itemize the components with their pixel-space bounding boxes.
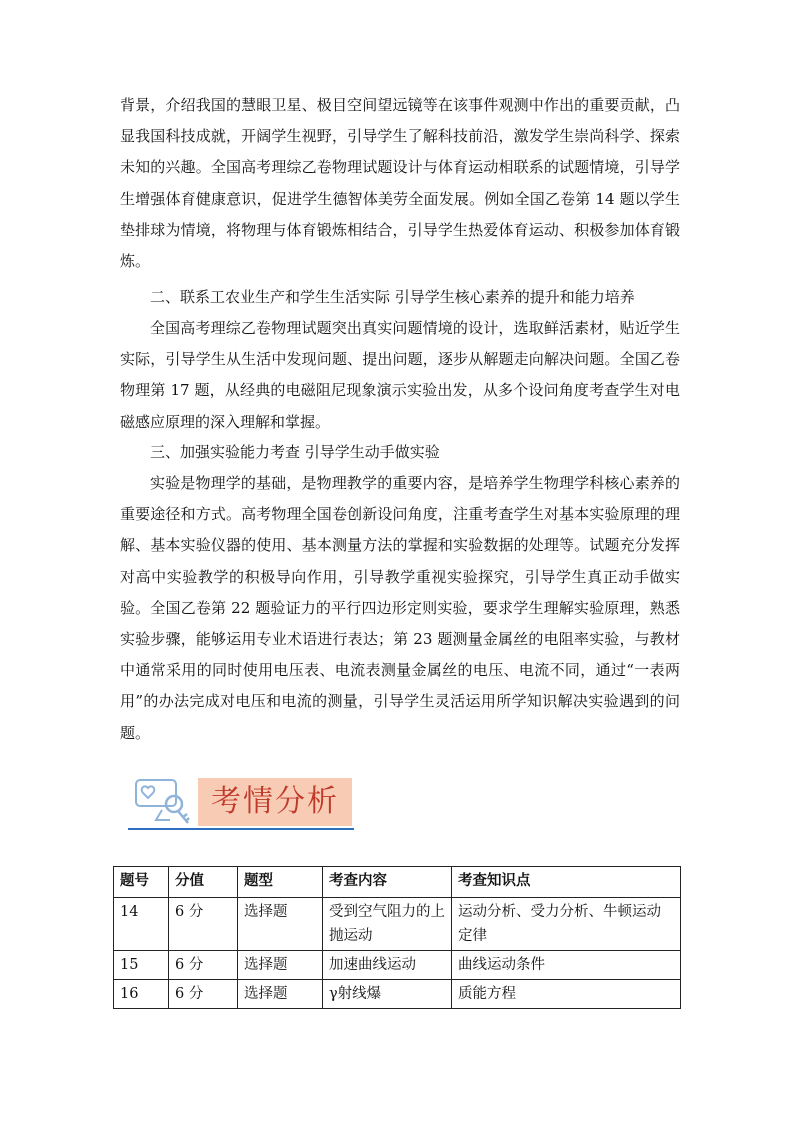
table-header: 题号	[114, 867, 169, 898]
table-header-row	[114, 867, 681, 898]
banner-title: 考情分析	[211, 784, 339, 819]
heart-key-icon	[132, 774, 196, 828]
paragraph-section-3: 实验是物理学的基础，是物理教学的重要内容，是培养学生物理学科核心素养的重要途径和方式。高考物理全国卷创新设问角度，注重考查学生对基本实验原理的理解、基本实验仪器的使用、基本测量方法的掌握和实验数据的处理等。试题充分发挥对高中实验教学的积极导向作用，引导教学重视实验探究，引导学生真正动手做实验。全国乙卷第 22 题验证力的平行四边形定则实验，要求学生理解实验原理，熟悉实验步骤，能够运用专业术语进行表达；第 23 题测量金属丝的电阻率实验，与教材中通常采用的同时使用电压表、电流表测量金属丝的电压、电流不同，通过“一表两用”的办法完成对电压和电流的测量，引导学生灵活运用所学知识解决实验遇到的问题。	[120, 474, 680, 742]
table-cell: 6 分	[169, 951, 238, 980]
analysis-banner	[128, 770, 358, 832]
section-heading-3: 三、加强实验能力考查 引导学生动手做实验	[150, 443, 440, 461]
table-cell: 14	[114, 898, 169, 951]
table-header: 考查知识点	[452, 867, 681, 898]
table-cell: 15	[114, 951, 169, 980]
paragraph-section-2: 全国高考理综乙卷物理试题突出真实问题情境的设计，选取鲜活素材，贴近学生实际，引导学生从生活中发现问题、提出问题，逐步从解题走向解决问题。全国乙卷物理第 17 题，从经典的电磁阻尼现象演示实验出发，从多个设问角度考查学生对电磁感应原理的深入理解和掌握。	[120, 319, 680, 431]
table-cell: 受到空气阻力的上抛运动	[323, 898, 452, 951]
table-cell: 选择题	[238, 951, 323, 980]
table-row	[114, 951, 681, 980]
banner-underline	[128, 828, 354, 830]
table-row	[114, 980, 681, 1009]
table-cell: 运动分析、受力分析、牛顿运动定律	[452, 898, 681, 951]
table-cell: 加速曲线运动	[323, 951, 452, 980]
table-cell: 16	[114, 980, 169, 1009]
table-header: 题型	[238, 867, 323, 898]
table-cell: 6 分	[169, 898, 238, 951]
table-cell: 选择题	[238, 980, 323, 1009]
table-cell: 6 分	[169, 980, 238, 1009]
table-row	[114, 898, 681, 951]
table-cell: 选择题	[238, 898, 323, 951]
table-cell: γ射线爆	[323, 980, 452, 1009]
banner-title-box	[198, 778, 352, 826]
table-cell: 曲线运动条件	[452, 951, 681, 980]
section-heading-2: 二、联系工农业生产和学生生活实际 引导学生核心素养的提升和能力培养	[150, 288, 635, 306]
table-header: 考查内容	[323, 867, 452, 898]
table-cell: 质能方程	[452, 980, 681, 1009]
paragraph-intro: 背景，介绍我国的慧眼卫星、极目空间望远镜等在该事件观测中作出的重要贡献，凸显我国科技成就，开阔学生视野，引导学生了解科技前沿，激发学生崇尚科学、探索未知的兴趣。全国高考理综乙卷物理试题设计与体育运动相联系的试题情境，引导学生增强体育健康意识，促进学生德智体美劳全面发展。例如全国乙卷第 14 题以学生垫排球为情境，将物理与体育锻炼相结合，引导学生热爱体育运动、积极参加体育锻炼。	[120, 96, 680, 271]
analysis-table	[113, 866, 681, 1009]
table-header: 分值	[169, 867, 238, 898]
